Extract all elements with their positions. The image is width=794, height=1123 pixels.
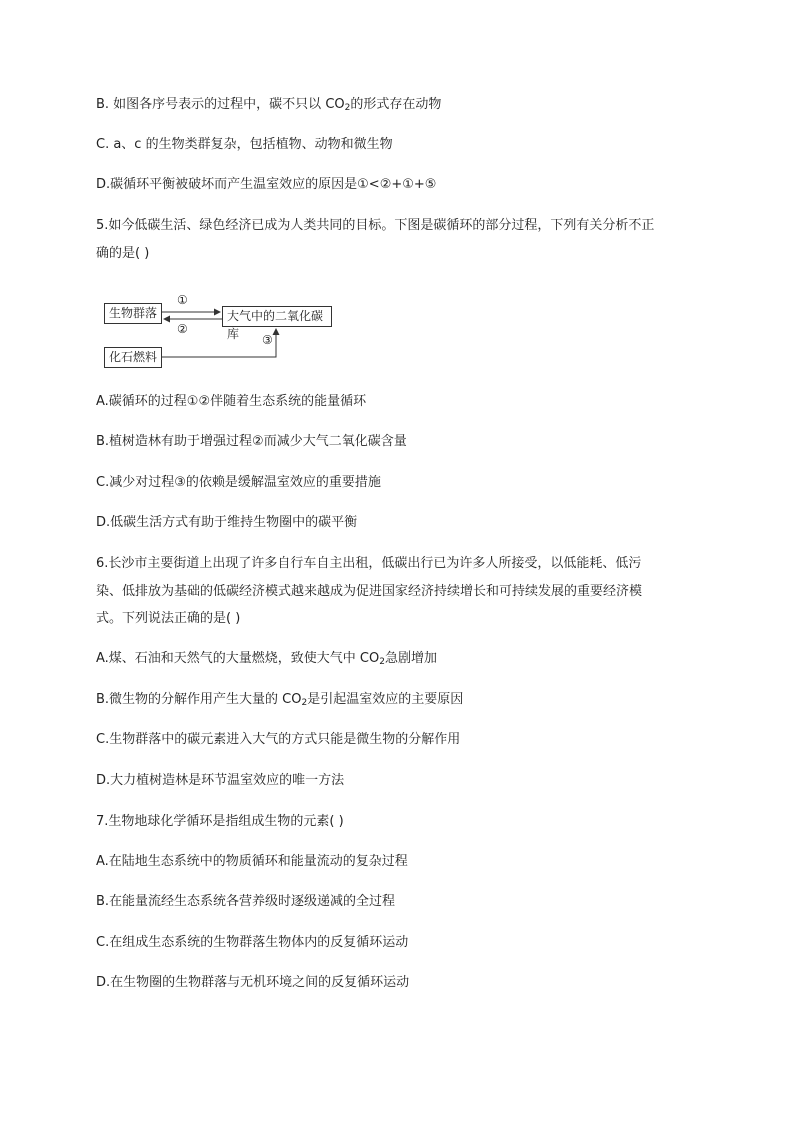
q5-stem-line2: 确的是( ) [96,246,150,261]
q5-option-a: A.碳循环的过程①②伴随着生态系统的能量循环 [96,394,367,409]
q7-stem: 7.生物地球化学循环是指组成生物的元素( ) [96,814,344,829]
q6-stem-line2: 染、低排放为基础的低碳经济模式越来越成为促进国家经济持续增长和可持续发展的重要经济模 [96,584,643,599]
q6-stem-line1: 6.长沙市主要街道上出现了许多自行车自主出租，低碳出行已为许多人所接受，以低能耗、低污 [96,556,642,571]
q7-option-c: C.在组成生态系统的生物群落生物体内的反复循环运动 [96,935,409,950]
q6-option-b: B.微生物的分解作用产生大量的 $CO_2$是引起温室效应的主要原因 [96,692,464,708]
q6-option-a: A.煤、石油和天然气的大量燃烧，致使大气中 $CO_2$急剧增加 [96,651,437,667]
q6-option-d: D.大力植树造林是环节温室效应的唯一方法 [96,773,345,788]
q5-option-c: C.减少对过程③的依赖是缓解温室效应的重要措施 [96,475,381,490]
q4-option-b: B. 如图各序号表示的过程中，碳不只以 $CO_2$的形式存在动物 [96,97,442,113]
arrow-process-3 [162,329,276,357]
q4-option-c: C. a、c 的生物类群复杂，包括植物、动物和微生物 [96,137,393,152]
diagram-arrows [0,0,794,400]
q6-option-c: C.生物群落中的碳元素进入大气的方式只能是微生物的分解作用 [96,732,461,747]
q5-stem-line1: 5.如今低碳生活、绿色经济已成为人类共同的目标。下图是碳循环的部分过程，下列有关分析不正 [96,218,655,233]
q6-stem-line3: 式。下列说法正确的是( ) [96,611,241,626]
process-label-1: ① [177,293,188,307]
box-biological-community: 生物群落 [104,303,162,324]
box-fossil-fuel: 化石燃料 [104,347,162,368]
q7-option-b: B.在能量流经生态系统各营养级时逐级递减的全过程 [96,894,396,909]
q4-option-d: D.碳循环平衡被破坏而产生温室效应的原因是①<②+①+⑤ [96,177,437,192]
q7-option-d: D.在生物圈的生物群落与无机环境之间的反复循环运动 [96,975,410,990]
q7-option-a: A.在陆地生态系统中的物质循环和能量流动的复杂过程 [96,854,408,869]
q5-option-b: B.植树造林有助于增强过程②而减少大气二氧化碳含量 [96,434,407,449]
q5-option-d: D.低碳生活方式有助于维持生物圈中的碳平衡 [96,515,358,530]
process-label-3: ③ [262,333,273,347]
process-label-2: ② [177,322,188,336]
box-atmospheric-co2-pool: 大气中的二氧化碳库 [222,306,332,327]
